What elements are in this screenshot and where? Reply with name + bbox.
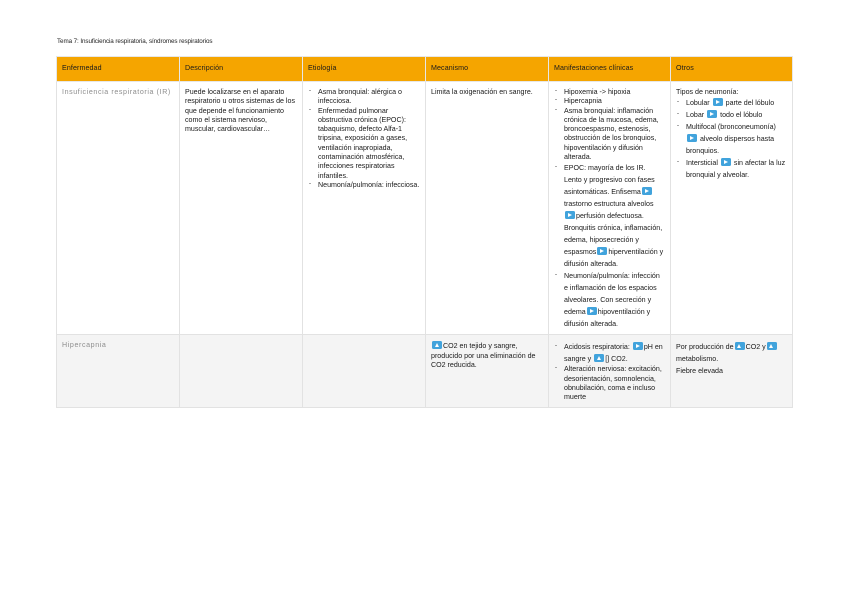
header-manifestaciones: Manifestaciones clínicas: [549, 57, 671, 82]
arrow-up-icon: [735, 342, 745, 350]
arrow-right-icon: [597, 247, 607, 255]
text-segment: hiperventilación y difusión alterada.: [564, 248, 664, 269]
arrow-right-icon: [721, 158, 731, 166]
text-segment: Lobar: [686, 111, 705, 120]
text-segment: Acidosis respiratoria:: [564, 343, 630, 352]
text-segment: sin afectar la luz bronquial y alveolar.: [686, 159, 786, 180]
text-segment: CO2: [745, 343, 761, 352]
text-segment: EPOC: mayoría de los IR. Lento y progresivo con fases asintomáticas. Enfisema: [564, 164, 655, 197]
arrow-right-icon: [633, 342, 643, 350]
text-segment: perfusión defectuosa. Bronquitis crónica, inflamación, edema, hiposecreción y espasmos: [564, 212, 663, 257]
mechanism-cell: Limita la oxigenación en sangre.: [426, 82, 549, 335]
syndromes-table: [56, 56, 793, 408]
disease-cell: Insuficiencia respiratoria (IR): [57, 82, 180, 335]
arrow-right-icon: [642, 187, 652, 195]
text-segment: Fiebre elevada: [676, 367, 723, 376]
table-row: [57, 335, 793, 407]
list-item: - Enfermedad pulmonar obstructiva crónica (EPOC): tabaquismo, defecto Alfa-1 tripsina, exposición a gases, ventilación inapropiada, contaminación atmosférica, infecciones respiratorias infantiles.: [308, 107, 420, 181]
text-segment: todo el lóbulo: [720, 111, 763, 120]
text-segment: pH en sangre y: [564, 343, 663, 364]
list-item: [676, 121, 787, 157]
list-item: [554, 270, 665, 330]
list-item: - Asma bronquial: inflamación crónica de la mucosa, edema, broncoespasmo, estenosis, obstrucción de los bronquios, hipoventilación y difusión alterada.: [554, 107, 665, 163]
manifestations-list: [554, 341, 665, 402]
text-segment: Multifocal (bronconeumonía): [686, 123, 776, 132]
mechanism-cell: [426, 335, 549, 407]
header-mecanismo: Mecanismo: [426, 57, 549, 82]
etiology-cell: [303, 82, 426, 335]
header-enfermedad: Enfermedad: [57, 57, 180, 82]
arrow-right-icon: [707, 110, 717, 118]
text-segment: Intersticial: [686, 159, 718, 168]
list-item: [676, 109, 787, 121]
text-segment: Lobular: [686, 99, 710, 108]
header-descripcion: Descripción: [180, 57, 303, 82]
text-segment: Neumonía/pulmonía: infección e inflamación de los espacios alveolares. Con secreción y edema: [564, 272, 660, 317]
list-item: - Hipercapnia: [554, 97, 665, 106]
list-item: - Hipoxemia -> hipoxia: [554, 88, 665, 97]
arrow-up-icon: [594, 354, 604, 362]
text-segment: hipoventilación y difusión alterada.: [564, 308, 651, 329]
arrow-right-icon: [713, 98, 723, 106]
arrow-up-icon: [767, 342, 777, 350]
page-title: Tema 7: Insuficiencia respiratoria, síndromes respiratorios: [57, 38, 213, 45]
etiology-list: [308, 88, 420, 190]
others-intro: Tipos de neumonía:: [676, 88, 739, 96]
manifestations-cell: [549, 335, 671, 407]
list-item: [554, 341, 665, 365]
header-etiologia: Etiología: [303, 57, 426, 82]
manifestations-list: [554, 88, 665, 330]
table-row: [57, 82, 793, 335]
list-item: - Alteración nerviosa: excitación, desorientación, somnolencia, obnubilación, coma e incluso muerte: [554, 365, 665, 402]
others-cell: [671, 82, 793, 335]
list-item: - Neumonía/pulmonía: infecciosa.: [308, 181, 420, 190]
text-segment: CO2 en tejido y sangre, producido por una eliminación de CO2 reducida.: [431, 342, 536, 369]
arrow-right-icon: [687, 134, 697, 142]
text-segment: trastorno estructura alveolos: [564, 200, 654, 209]
list-item: [676, 157, 787, 181]
list-item: [554, 162, 665, 270]
text-segment: y: [762, 343, 766, 352]
table-header-row: [57, 57, 793, 82]
text-segment: alveolo dispersos hasta bronquios.: [686, 135, 775, 156]
arrow-right-icon: [565, 211, 575, 219]
disease-cell: Hipercapnia: [57, 335, 180, 407]
text-segment: metabolismo.: [676, 355, 719, 364]
text-segment: Por producción de: [676, 343, 734, 352]
arrow-right-icon: [587, 307, 597, 315]
header-otros: Otros: [671, 57, 793, 82]
text-segment: parte del lóbulo: [725, 99, 775, 108]
etiology-cell: [303, 335, 426, 407]
description-cell: Puede localizarse en el aparato respiratorio u otros sistemas de los que depende el funcionamiento como el sistema nervioso, muscular, cardiovascular…: [180, 82, 303, 335]
text-segment: [] CO2.: [605, 355, 628, 364]
arrow-up-icon: [432, 341, 442, 349]
manifestations-cell: [549, 82, 671, 335]
description-cell: [180, 335, 303, 407]
others-cell: [671, 335, 793, 407]
pneumonia-types-list: [676, 97, 787, 181]
list-item: [676, 97, 787, 109]
list-item: - Asma bronquial: alérgica o infecciosa.: [308, 88, 420, 107]
